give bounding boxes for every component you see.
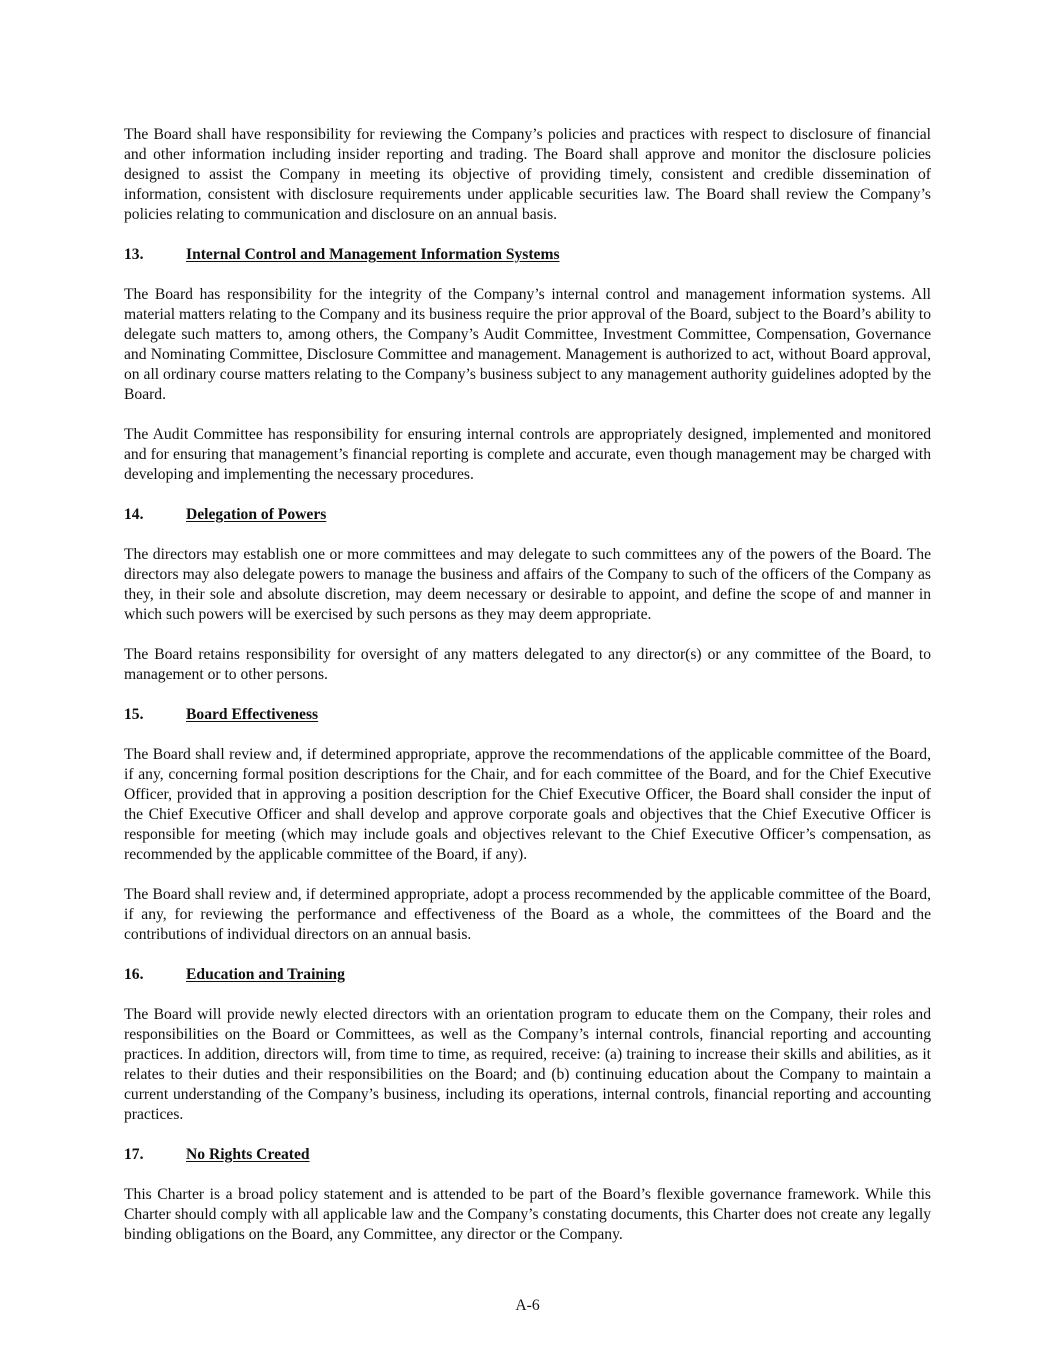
section-paragraph: The Board retains responsibility for oversight of any matters delegated to any director(s) or any committee of the Board, to management or to other persons. [124, 646, 931, 683]
section-paragraph: The Board shall review and, if determined appropriate, approve the recommendations of the applicable committee of the Board, if any, concerning formal position descriptions for the Chair, and for each committee of the Board, and for the Chief Executive Officer, provided that in approving a position description for the Chief Executive Officer, the Board shall consider the input of the Chief Executive Officer and shall develop and approve corporate goals and objectives that the Chief Executive Officer is responsible for meeting (which may include goals and objectives relevant to the Chief Executive Officer’s compensation, as recommended by the applicable committee of the Board, if any). [124, 746, 931, 863]
section-paragraph: The Board shall review and, if determined appropriate, adopt a process recommended by the applicable committee of the Board, if any, for reviewing the performance and effectiveness of the Board as a whole, the committees of the Board and the contributions of individual directors on an annual basis. [124, 886, 931, 943]
section-heading-17 [124, 1145, 931, 1165]
section-title: Delegation of Powers [186, 506, 327, 523]
section-heading-14 [124, 505, 931, 525]
section-paragraph: The Board has responsibility for the integrity of the Company’s internal control and management information systems. All material matters relating to the Company and its business require the prior approval of the Board, subject to the Board’s ability to delegate such matters to, among others, the Company’s Audit Committee, Investment Committee, Compensation, Governance and Nominating Committee, Disclosure Committee and management. Management is authorized to act, without Board approval, on all ordinary course matters relating to the Company’s business subject to any management authority guidelines adopted by the Board. [124, 286, 931, 403]
section-number: 14. [124, 506, 144, 523]
section-number: 16. [124, 966, 144, 983]
section-title: Board Effectiveness [186, 706, 319, 723]
document-page [124, 125, 931, 1265]
section-heading-15 [124, 705, 931, 725]
section-title: Internal Control and Management Information Systems [186, 246, 560, 263]
section-number: 13. [124, 246, 144, 263]
section-title: No Rights Created [186, 1146, 310, 1163]
section-heading-16 [124, 965, 931, 985]
section-heading-13 [124, 245, 931, 265]
section-paragraph: The Audit Committee has responsibility for ensuring internal controls are appropriately designed, implemented and monitored and for ensuring that management’s financial reporting is complete and accurate, even though management may be charged with developing and implementing the necessary procedures. [124, 426, 931, 483]
section-title: Education and Training [186, 966, 345, 983]
section-paragraph: This Charter is a broad policy statement and is attended to be part of the Board’s flexible governance framework. While this Charter should comply with all applicable law and the Company’s constating documents, this Charter does not create any legally binding obligations on the Board, any Committee, any director or the Company. [124, 1186, 931, 1243]
intro-paragraph: The Board shall have responsibility for reviewing the Company’s policies and practices with respect to disclosure of financial and other information including insider reporting and trading. The Board shall approve and monitor the disclosure policies designed to assist the Company in meeting its objective of providing timely, consistent and credible dissemination of information, consistent with disclosure requirements under applicable securities law. The Board shall review the Company’s policies relating to communication and disclosure on an annual basis. [124, 126, 931, 223]
section-paragraph: The directors may establish one or more committees and may delegate to such committees any of the powers of the Board. The directors may also delegate powers to manage the business and affairs of the Company to such of the officers of the Company as they, in their sole and absolute discretion, may deem necessary or desirable to appoint, and define the scope of and manner in which such powers will be exercised by such persons as they may deem appropriate. [124, 546, 931, 623]
section-paragraph: The Board will provide newly elected directors with an orientation program to educate them on the Company, their roles and responsibilities on the Board or Committees, as well as the Company’s internal controls, financial reporting and accounting practices. In addition, directors will, from time to time, as required, receive: (a) training to increase their skills and abilities, as it relates to their duties and their responsibilities on the Board; and (b) continuing education about the Company to maintain a current understanding of the Company’s business, including its operations, internal controls, financial reporting and accounting practices. [124, 1006, 931, 1123]
section-number: 15. [124, 706, 144, 723]
section-number: 17. [124, 1146, 144, 1163]
page-number: A-6 [515, 1297, 540, 1314]
